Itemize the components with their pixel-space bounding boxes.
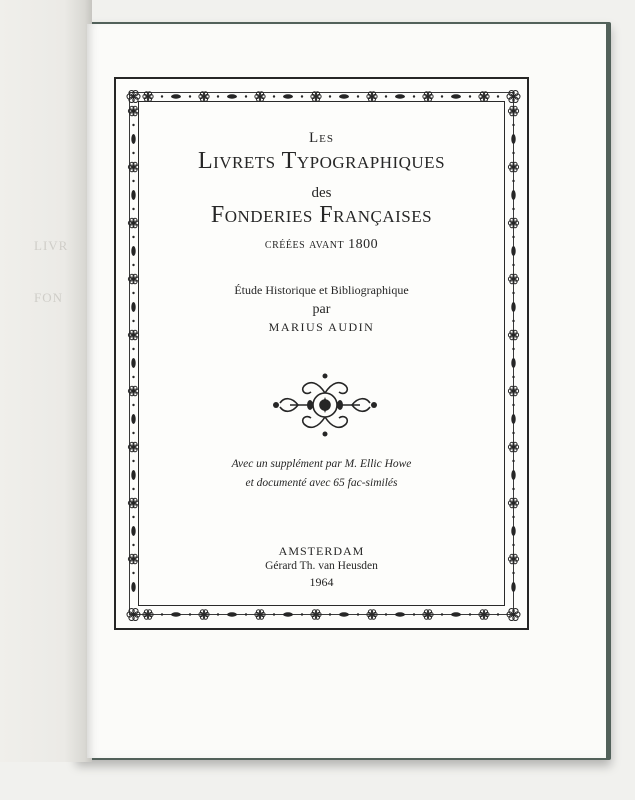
dot-icon [512, 376, 514, 378]
title-line-les: Les [309, 130, 334, 146]
title-line-livrets: Livrets Typographiques [197, 148, 446, 174]
rosette-icon [127, 91, 140, 103]
dot-icon [217, 95, 219, 97]
rosette-icon [479, 610, 489, 619]
leaf-icon [511, 526, 515, 536]
leaf-icon [395, 612, 405, 616]
dot-icon [132, 572, 134, 574]
dot-icon [329, 613, 331, 615]
dot-icon [301, 95, 303, 97]
by-line: par [312, 302, 331, 317]
rosette-icon [127, 609, 140, 621]
leaf-icon [171, 612, 181, 616]
dot-icon [497, 613, 499, 615]
dot-icon [132, 124, 134, 126]
leaf-icon [283, 94, 293, 98]
dot-icon [512, 180, 514, 182]
dot-icon [469, 613, 471, 615]
leaf-icon [171, 94, 181, 98]
dot-icon [357, 613, 359, 615]
rosette-icon [128, 498, 138, 507]
title-line-des: des [311, 185, 332, 201]
dot-icon [189, 613, 191, 615]
leaf-icon [283, 612, 293, 616]
author-name: MARIUS AUDIN [268, 320, 375, 334]
dot-icon [132, 516, 134, 518]
dot-icon [385, 613, 387, 615]
dot-icon [441, 613, 443, 615]
dot-icon [512, 404, 514, 406]
dot-icon [189, 95, 191, 97]
leaf-icon [131, 414, 135, 424]
rosette-icon [508, 386, 518, 395]
rosette-icon [143, 610, 153, 619]
rosette-icon [311, 92, 321, 101]
dot-icon [161, 613, 163, 615]
dot-icon [469, 95, 471, 97]
dot-icon [441, 95, 443, 97]
leaf-icon [451, 612, 461, 616]
dot-icon [357, 95, 359, 97]
dot-icon [245, 613, 247, 615]
rosette-icon [199, 610, 209, 619]
dot-icon [273, 613, 275, 615]
rosette-icon [128, 442, 138, 451]
rosette-icon [508, 442, 518, 451]
leaf-icon [131, 526, 135, 536]
dot-icon [512, 432, 514, 434]
publication-city: AMSTERDAM [278, 544, 365, 558]
rosette-icon [311, 610, 321, 619]
dot-icon [245, 95, 247, 97]
rosette-icon [255, 92, 265, 101]
dot-icon [512, 124, 514, 126]
rosette-icon [199, 92, 209, 101]
rosette-icon [507, 91, 520, 103]
supplement-line: Avec un supplément par M. Ellic Howe [231, 458, 412, 470]
dot-icon [512, 348, 514, 350]
rosette-icon [423, 92, 433, 101]
rosette-icon [143, 92, 153, 101]
leaf-icon [339, 94, 349, 98]
rosette-icon [423, 610, 433, 619]
rosette-icon [367, 610, 377, 619]
dot-icon [132, 432, 134, 434]
dot-icon [132, 376, 134, 378]
dot-icon [413, 95, 415, 97]
publication-year: 1964 [309, 575, 334, 589]
dot-icon [161, 95, 163, 97]
title-line-creees: créées avant 1800 [264, 237, 379, 252]
rosette-icon [255, 610, 265, 619]
publisher-name: Gérard Th. van Heusden [265, 560, 378, 572]
ghost-text-line: LIVR [34, 238, 69, 253]
dot-icon [132, 404, 134, 406]
title-line-fonderies: Fonderies Françaises [210, 202, 433, 228]
leaf-icon [395, 94, 405, 98]
rosette-icon [508, 498, 518, 507]
rosette-icon [508, 106, 518, 115]
dot-icon [217, 613, 219, 615]
dot-icon [512, 264, 514, 266]
left-page [0, 0, 92, 762]
dot-icon [132, 264, 134, 266]
dot-icon [273, 95, 275, 97]
ghost-text-line: FON [34, 290, 64, 305]
dot-icon [132, 180, 134, 182]
leaf-icon [511, 414, 515, 424]
leaf-icon [227, 612, 237, 616]
facsimiles-line: et documenté avec 65 fac-similés [245, 477, 398, 489]
leaf-icon [131, 358, 135, 368]
leaf-icon [227, 94, 237, 98]
dot-icon [413, 613, 415, 615]
rosette-icon [128, 386, 138, 395]
dot-icon [329, 95, 331, 97]
dot-icon [385, 95, 387, 97]
rosette-icon [479, 92, 489, 101]
dot-icon [497, 95, 499, 97]
leaf-icon [451, 94, 461, 98]
leaf-icon [511, 358, 515, 368]
dot-icon [512, 572, 514, 574]
floral-ornament-icon [270, 370, 380, 440]
dot-icon [512, 516, 514, 518]
rosette-icon [128, 106, 138, 115]
subtitle: Étude Historique et Bibliographique [234, 283, 409, 297]
rosette-icon [367, 92, 377, 101]
leaf-icon [339, 612, 349, 616]
rosette-icon [507, 609, 520, 621]
dot-icon [301, 613, 303, 615]
dot-icon [132, 348, 134, 350]
